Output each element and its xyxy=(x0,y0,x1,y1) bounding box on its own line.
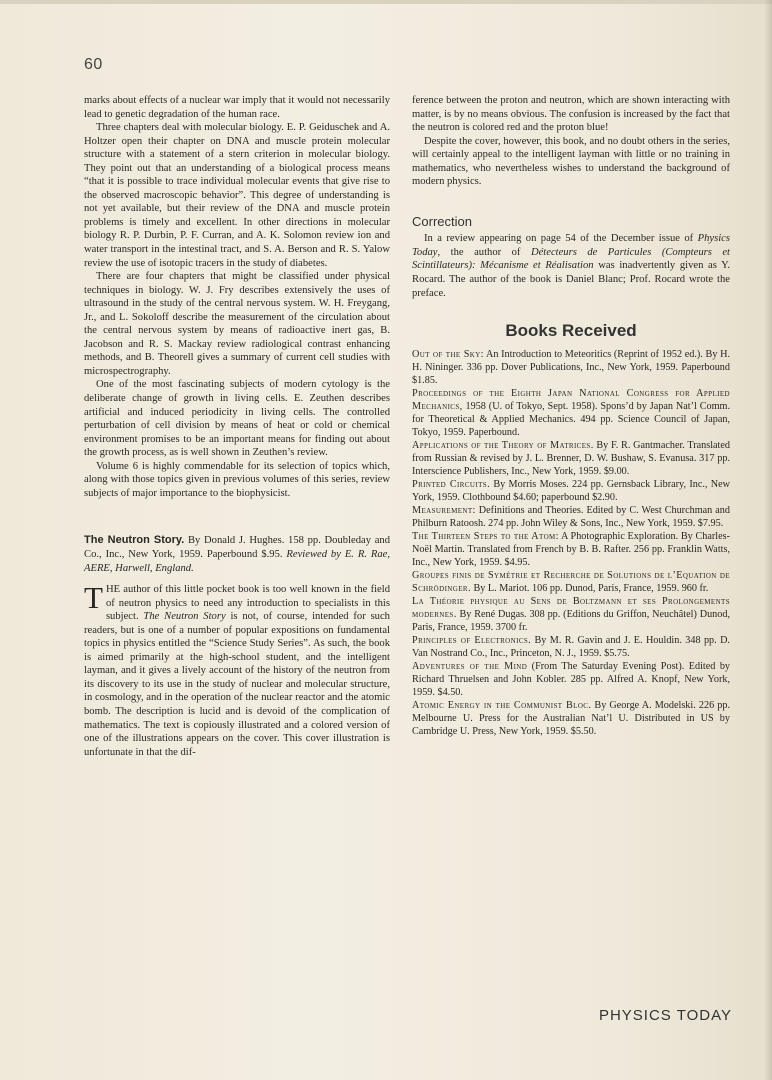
paragraph: Volume 6 is highly commendable for its selection of topics which, along with those topics given in previous volumes of this series, review subjects of major importance to the biophysicist. xyxy=(84,460,390,499)
book-title: Atomic Energy in the Communist Bloc. xyxy=(412,699,592,711)
book-entry xyxy=(412,387,730,439)
book-details: A Photographic Exploration. By Charles-Noël Martin. Translated from French by B. B. Rafter. 256 pp. Franklin Watts, Inc., New York, 1959. $4.95. xyxy=(412,530,730,568)
book-entry xyxy=(412,439,730,478)
book-details: By René Dugas. 308 pp. (Editions du Griffon, Neuchâtel) Dunod, Paris, France, 1959. 3700 fr. xyxy=(412,608,730,633)
book-title: Groupes finis de Symétrie et Recherche de Solutions de l’Equation de Schrödinger. xyxy=(412,569,730,594)
book-details: An Introduction to Meteoritics (Reprint of 1952 ed.). By H. H. Nininger. 336 pp. Dover Publications, Inc., New York, 1959. Paperbound $1.85. xyxy=(412,348,730,386)
book-title: Printed Circuits. xyxy=(412,478,491,490)
review-body xyxy=(84,580,390,759)
book-details: By George A. Modelski. 226 pp. Melbourne U. Press for the Australian Nat’l U. Distributed in US by Cambridge U. Press, New York, 1959. $5.50. xyxy=(412,699,731,737)
book-title: Adventures of the Mind xyxy=(412,660,528,672)
book-entry xyxy=(412,478,730,504)
paragraph: marks about effects of a nuclear war imply that it would not necessarily lead to genetic degradation of the human race. xyxy=(84,95,390,120)
review-body-italic: The Neutron Story xyxy=(143,611,226,623)
book-entry xyxy=(412,660,730,699)
page-right-edge xyxy=(764,0,772,1080)
book-entry xyxy=(412,348,730,387)
review-body-start: HE author of this little pocket book is too well known in the field of neutron physics to need any introduction to specialists in this subject. xyxy=(105,584,390,623)
paragraph: ference between the proton and neutron, which are shown interacting with matter, is by no means obvious. The confusion is increased by the fact that the neutron is colored red and the proton blue! xyxy=(412,95,730,134)
book-title: Proceedings of the Eighth Japan National Congress for Applied Mechanics, xyxy=(412,387,730,412)
books-list xyxy=(412,348,730,738)
book-title: Principles of Electronics. xyxy=(412,634,532,646)
correction-journal-italic: Physics Today xyxy=(412,233,730,258)
review-header xyxy=(84,534,390,575)
book-title: Applications of the Theory of Matrices. xyxy=(412,439,594,451)
book-details: By F. R. Gantmacher. Translated from Russian & revised by J. L. Brenner, D. W. Bushaw, S. Evanusa. 317 pp. Interscience Publishers, Inc., New York, 1959. $9.00. xyxy=(412,439,730,477)
correction-book-title-italic: Détecteurs de Particules (Compteurs et Scintillateurs): Mécanisme et Réalisation xyxy=(412,246,730,272)
book-title: The Thirteen Steps to the Atom: xyxy=(412,530,559,542)
right-column xyxy=(412,94,730,738)
correction-text-part: In a review appearing on page 54 of the December issue of xyxy=(424,233,698,245)
book-entry xyxy=(412,569,730,595)
correction-text-part: , the author of xyxy=(437,246,531,258)
book-details: By M. R. Gavin and J. E. Houldin. 348 pp. D. Van Nostrand Co., Inc., Princeton, N. J., 1959. $5.75. xyxy=(412,634,730,659)
book-title: Out of the Sky: xyxy=(412,348,484,360)
correction-text-part: was inadvertently given as Y. Rocard. The author of the book is Daniel Blanc; Prof. Rocard wrote the preface. xyxy=(412,260,731,299)
book-details: By L. Mariot. 106 pp. Dunod, Paris, France, 1959. 960 fr. xyxy=(470,582,709,594)
book-details: By Morris Moses. 224 pp. Gernsback Library, Inc., New York, 1959. Clothbound $4.60; paperbound $2.90. xyxy=(412,478,730,503)
book-entry xyxy=(412,504,730,530)
paragraph: Three chapters deal with molecular biology. E. P. Geiduschek and A. Holtzer open their chapter on DNA and muscle protein molecular structure with a statement of a stern criterion in molecular biology. They point out that an understanding of a biological process means “that it is possible to trace individual molecular events that give rise to the observed macroscopic behavior”. This degree of understanding is not yet available, but their review of the DNA and muscle protein problems is timely and excellent. In other directions in molecular biology R. P. Durbin, P. F. Curran, and A. K. Solomon review ion and water transport in the intestinal tract, and S. A. Berson and R. S. Yalow review the use of isotopic tracers in the study of diabetes. xyxy=(84,122,390,269)
books-received-heading: Books Received xyxy=(505,321,637,341)
correction-heading: Correction xyxy=(412,213,472,229)
drop-cap: T xyxy=(84,580,103,616)
book-entry xyxy=(412,530,730,569)
paragraph: Despite the cover, however, this book, and no doubt others in the series, will certainly appeal to the intelligent layman with little or no training in mathematics, who nevertheless wishes to understand the background of modern physics. xyxy=(412,135,730,188)
magazine-footer: PHYSICS TODAY xyxy=(598,1007,732,1024)
review-body-rest: is not, of course, intended for such readers, but is one of a number of popular expositions on fundamental topics in physics entitled the “Science Study Series”. As such, the book is aimed primarily at the high-school student, and the intelligent layman, and it gives a lively account of the history of the neutron from its discovery to its use in the study of nuclear and molecular structure, in cosmology, and in the operation of the nuclear reactor and the atomic bomb. The description is lucid and is devoid of the complication of mathematics. The text is copiously illustrated and a colored version of one of the illustrations appears on the cover. This cover illustration is unfortunate in that the dif- xyxy=(84,611,390,758)
book-details: (From The Saturday Evening Post). Edited by Richard Thruelsen and John Kobler. 285 pp. Alfred A. Knopf, New York, 1959. $4.50. xyxy=(412,660,731,698)
left-column xyxy=(84,94,390,759)
paragraph: One of the most fascinating subjects of modern cytology is the deliberate change of growth in living cells. E. Zeuthen describes artificial and induced periodicity in living cells. The controlled perturbation of cell division by means of heat or cold or chemical environment promises to be an important means for finding out about the growth process, as is well shown in Zeuthen’s review. xyxy=(84,379,390,459)
spacer xyxy=(84,500,390,534)
book-entry xyxy=(412,699,730,738)
page-number: 60 xyxy=(84,56,103,73)
book-title: La Théorie physique au Sens de Boltzmann et ses Prolongements modernes. xyxy=(412,595,730,620)
page-top-edge xyxy=(0,0,772,4)
review-reviewer: Reviewed by E. R. Rae, AERE, Harwell, England. xyxy=(84,548,390,574)
review-book-details: By Donald J. Hughes. 158 pp. Doubleday and Co., Inc., New York, 1959. Paperbound $.95. xyxy=(84,535,390,560)
correction-text xyxy=(412,232,730,300)
book-entry xyxy=(412,634,730,660)
review-book-title: The Neutron Story. xyxy=(84,534,185,547)
book-title: Measurement: xyxy=(412,504,476,516)
book-entry xyxy=(412,595,730,634)
book-details: Definitions and Theories. Edited by C. West Churchman and Philburn Ratoosh. 274 pp. John Wiley & Sons, Inc., New York, 1959. $7.95. xyxy=(412,504,730,529)
book-details: 1958 (U. of Tokyo, Sept. 1958). Spons’d by Japan Nat’l Comm. for Theoretical & Applied Mechanics. 494 pp. Science Council of Japan, Tokyo, 1959. Paperbound. xyxy=(412,400,730,438)
paragraph: There are four chapters that might be classified under physical techniques in biology. W. J. Fry describes extensively the uses of ultrasound in the study of the central nervous system. W. H. Freygang, Jr., and L. Sokoloff describe the measurement of the circulation about the central nervous system by means of radioactive inert gas, B. Jacobson and R. S. Mackay review radiological contrast enhancing methods, and B. Theorell gives a summary of current cell studies with microspectrography. xyxy=(84,271,390,377)
